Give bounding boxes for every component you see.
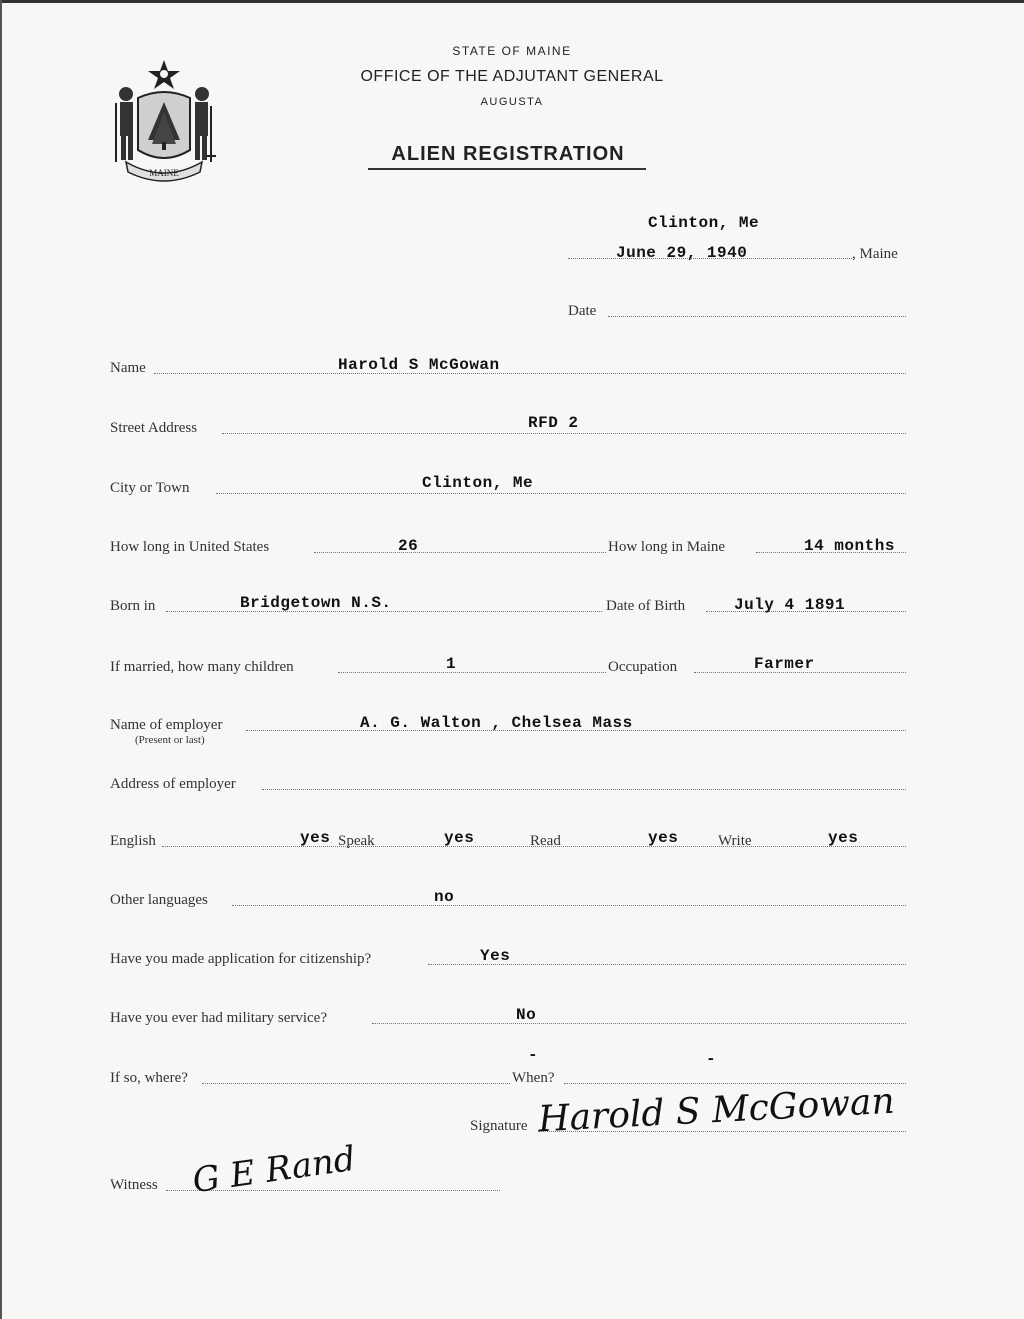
- born-in-value: Bridgetown N.S.: [240, 594, 392, 612]
- how-long-maine-value: 14 months: [804, 537, 895, 555]
- employer-value: A. G. Walton , Chelsea Mass: [360, 714, 633, 732]
- where-value: -: [528, 1046, 539, 1064]
- other-languages-label: Other languages: [110, 892, 208, 908]
- typed-place: Clinton, Me: [648, 214, 760, 232]
- header-office: OFFICE OF THE ADJUTANT GENERAL: [360, 68, 664, 85]
- employer-address-line: [262, 789, 906, 790]
- military-line: [372, 1023, 906, 1024]
- date-label: Date: [568, 303, 597, 319]
- scan-border-left: [0, 0, 2, 1319]
- street-line: [222, 433, 906, 434]
- street-label: Street Address: [110, 420, 198, 436]
- married-line: [338, 672, 606, 673]
- other-languages-value: no: [434, 888, 455, 906]
- street-value: RFD 2: [528, 414, 579, 432]
- when-value: -: [706, 1050, 717, 1068]
- dob-value: July 4 1891: [734, 596, 846, 614]
- how-long-us-line: [314, 552, 606, 553]
- employer-address-label: Address of employer: [110, 776, 236, 792]
- signature-value: Harold S McGowan: [537, 1080, 896, 1141]
- children-value: 1: [446, 655, 457, 673]
- read-value: yes: [648, 829, 679, 847]
- header-state: STATE OF MAINE: [452, 44, 572, 58]
- scan-border-top: [0, 0, 1024, 3]
- write-label: Write: [718, 833, 752, 849]
- where-line: [202, 1083, 510, 1084]
- where-label: If so, where?: [110, 1070, 188, 1086]
- name-value: Harold S McGowan: [338, 356, 500, 374]
- how-long-maine-label: How long in Maine: [608, 539, 726, 555]
- maine-seal-icon: [108, 58, 220, 186]
- other-languages-line: [232, 905, 906, 906]
- employer-label: Name of employer: [110, 717, 223, 733]
- city-value: Clinton, Me: [422, 474, 534, 492]
- write-value: yes: [828, 829, 859, 847]
- date-line: [608, 316, 906, 317]
- svg-text:MAINE: MAINE: [149, 168, 179, 178]
- title-underline: [368, 168, 646, 170]
- name-line: [154, 373, 906, 374]
- signature-label: Signature: [470, 1118, 528, 1134]
- citizenship-label: Have you made application for citizenship?: [110, 951, 372, 967]
- name-label: Name: [110, 360, 146, 376]
- witness-label: Witness: [110, 1177, 158, 1193]
- married-label: If married, how many children: [110, 659, 294, 675]
- page-title: ALIEN REGISTRATION: [391, 143, 625, 165]
- born-in-label: Born in: [110, 598, 156, 614]
- witness-signature: G E Rand: [190, 1138, 358, 1202]
- military-label: Have you ever had military service?: [110, 1010, 327, 1026]
- header-city: AUGUSTA: [480, 96, 544, 108]
- city-label: City or Town: [110, 480, 190, 496]
- read-label: Read: [530, 833, 561, 849]
- dob-label: Date of Birth: [606, 598, 686, 614]
- maine-suffix: , Maine: [852, 246, 898, 262]
- speak-value: yes: [444, 829, 475, 847]
- city-line: [216, 493, 906, 494]
- employer-note: (Present or last): [135, 734, 205, 746]
- how-long-us-value: 26: [398, 537, 419, 555]
- occupation-value: Farmer: [754, 655, 815, 673]
- english-value: yes: [300, 829, 331, 847]
- occupation-label: Occupation: [608, 659, 678, 675]
- typed-date: June 29, 1940: [616, 244, 748, 262]
- when-label: When?: [512, 1070, 555, 1086]
- speak-label: Speak: [338, 833, 375, 849]
- military-value: No: [516, 1006, 537, 1024]
- citizenship-value: Yes: [480, 947, 511, 965]
- english-label: English: [110, 833, 156, 849]
- how-long-us-label: How long in United States: [110, 539, 270, 555]
